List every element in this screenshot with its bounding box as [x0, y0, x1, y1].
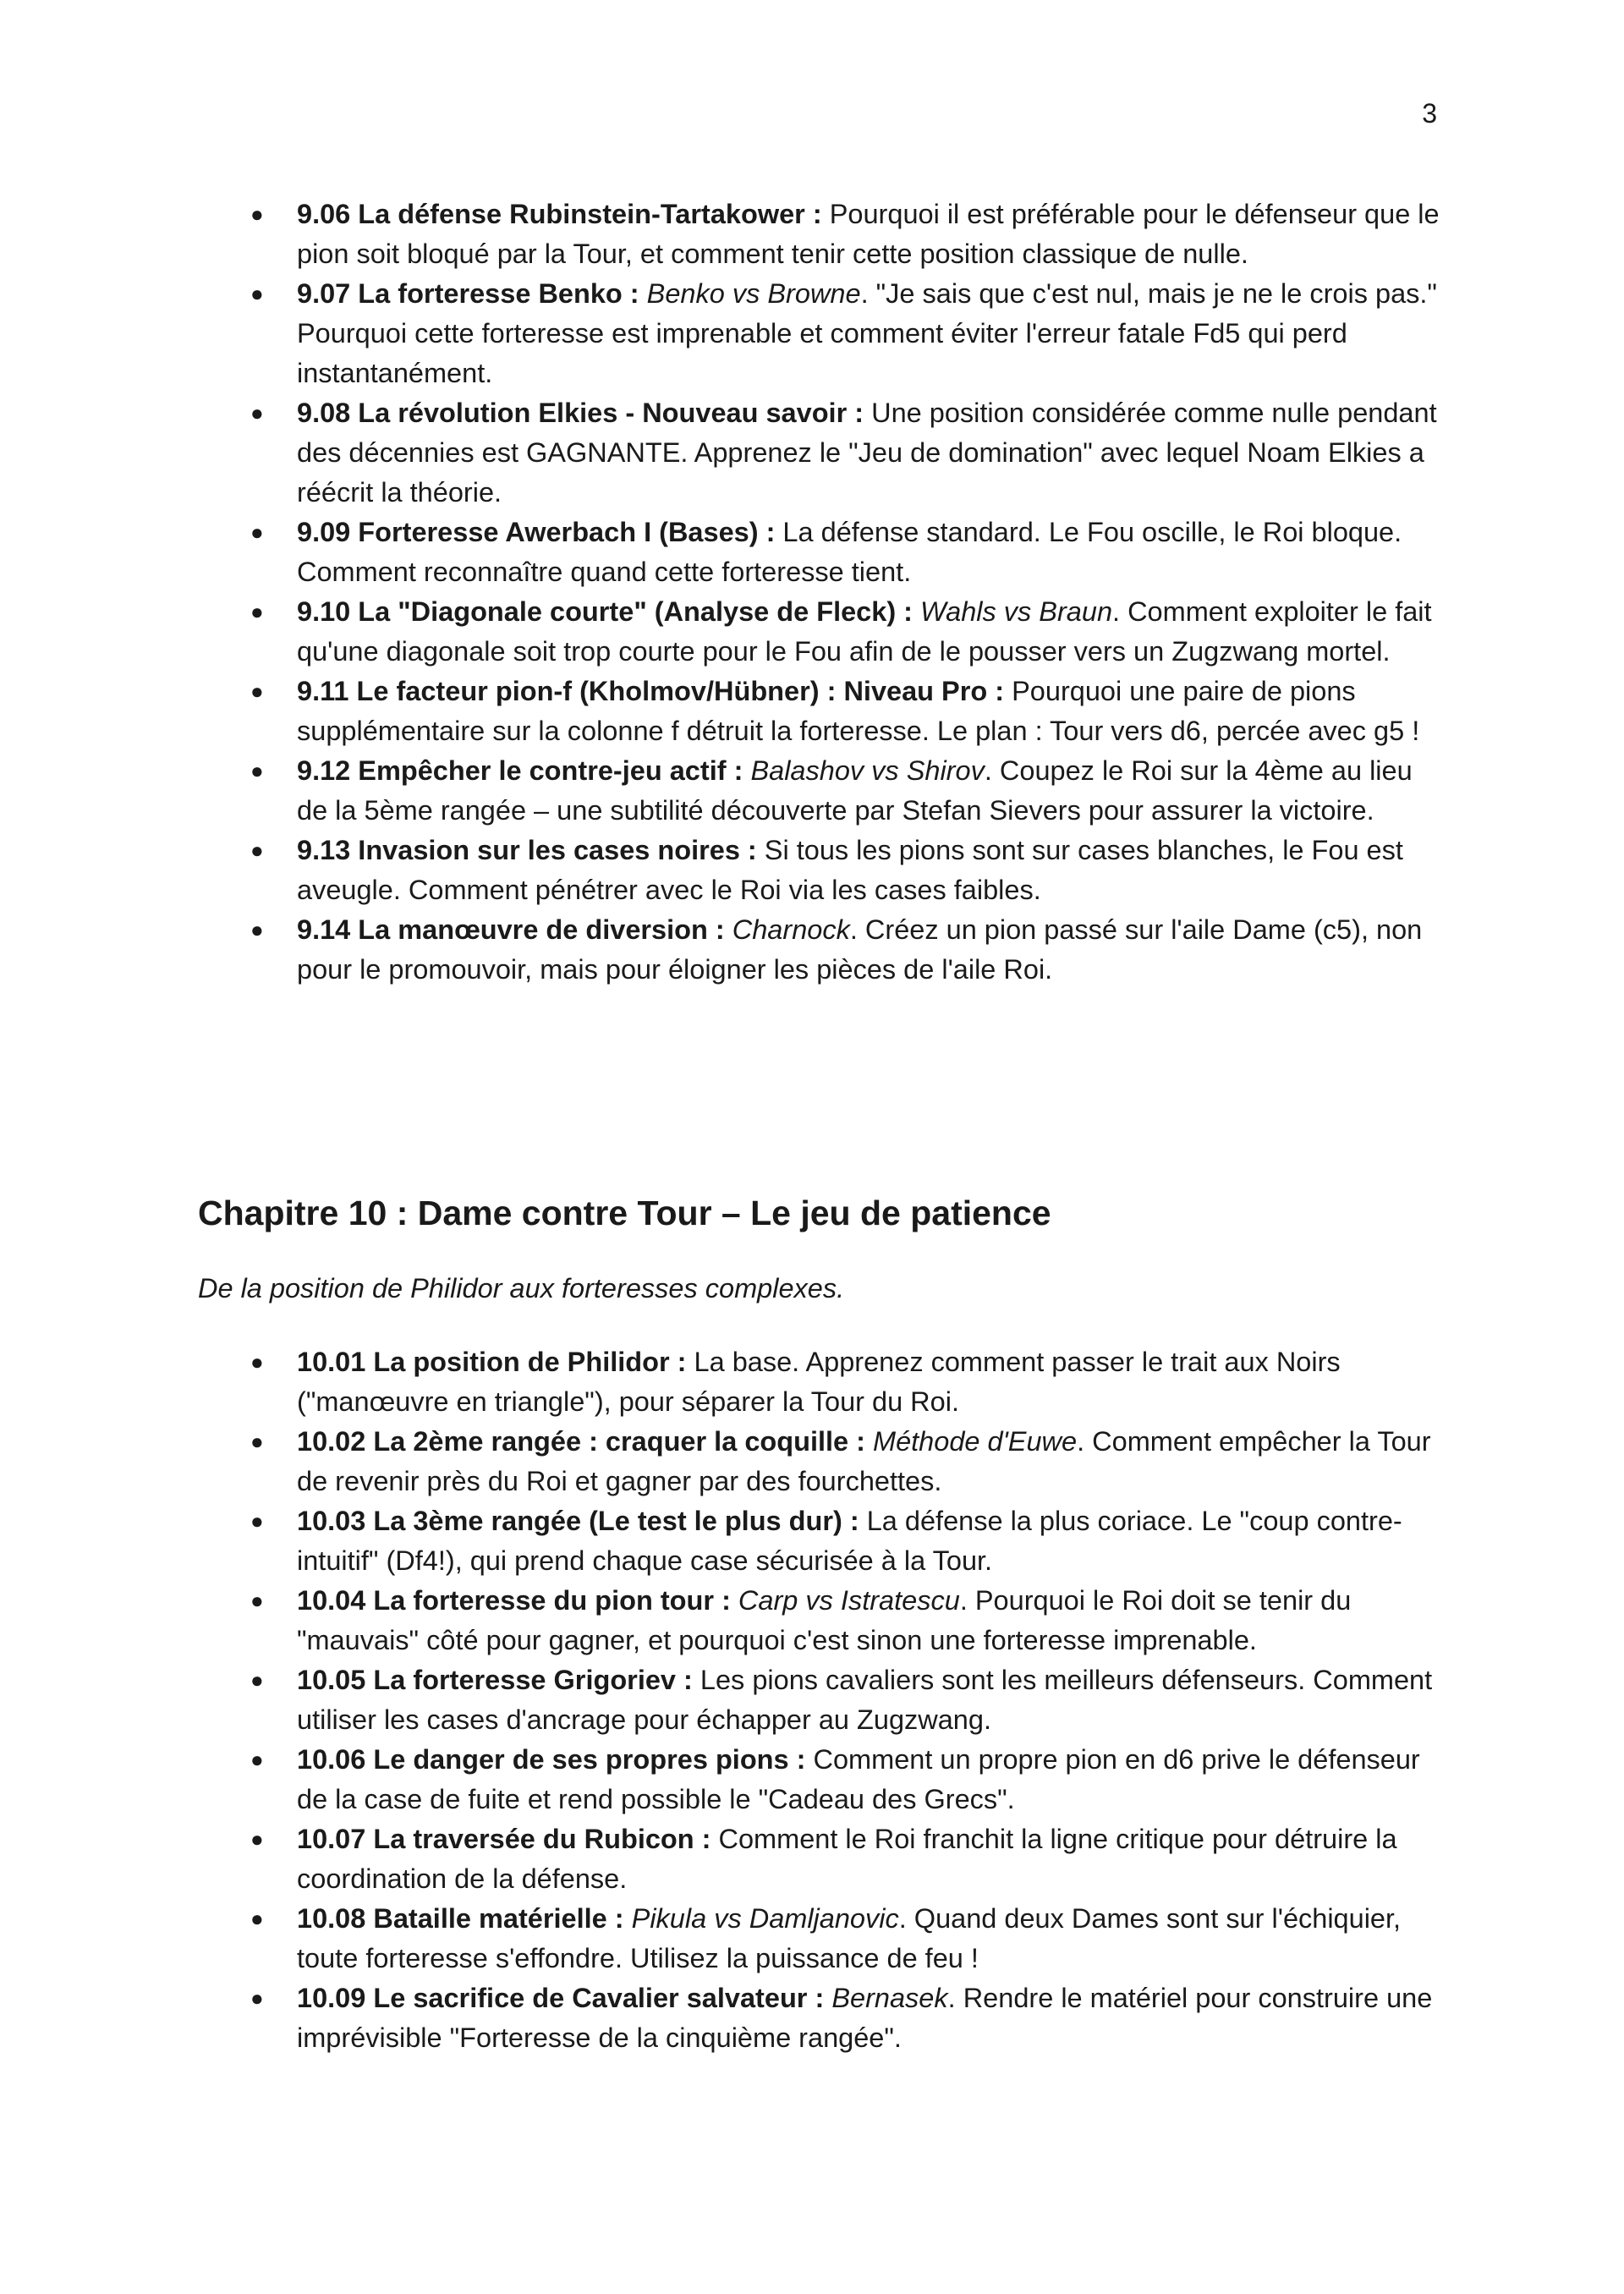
list-item [250, 1422, 1440, 1501]
item-title: 10.09 Le sacrifice de Cavalier salvateur : [297, 1983, 825, 2013]
item-text: . Coupez le Roi sur la 4ème au lieu de la 5ème rangée – une subtilité découverte par Stefan Sievers pour assurer la victoire. [297, 755, 1413, 826]
item-reference: Balashov vs Shirov [750, 755, 985, 786]
item-text: La défense standard. Le Fou oscille, le Roi bloque. Comment reconnaître quand cette forteresse tient. [297, 517, 1402, 587]
list-item [250, 1740, 1440, 1819]
bullet-icon: ● [250, 1429, 264, 1454]
bullet-icon: ● [250, 599, 264, 624]
bullet-icon: ● [250, 1588, 264, 1613]
item-text: Pourquoi une paire de pions supplémentaire sur la colonne f détruit la forteresse. Le plan : Tour vers d6, percée avec g5 ! [297, 676, 1420, 746]
item-text: La base. Apprenez comment passer le trait aux Noirs ("manœuvre en triangle"), pour séparer la Tour du Roi. [297, 1347, 1341, 1417]
item-title: 9.13 Invasion sur les cases noires : [297, 835, 757, 865]
bullet-icon: ● [250, 1906, 264, 1931]
item-reference: Wahls vs Braun [920, 596, 1113, 627]
list-item [250, 195, 1440, 274]
bullet-icon: ● [250, 1667, 264, 1693]
item-reference: Pikula vs Damljanovic [631, 1903, 899, 1934]
list-item [250, 1581, 1440, 1660]
list-item [250, 751, 1440, 831]
item-reference: Charnock [732, 914, 850, 945]
item-title: 10.04 La forteresse du pion tour : [297, 1585, 731, 1616]
item-text: Pourquoi il est préférable pour le défenseur que le pion soit bloqué par la Tour, et comment tenir cette position classique de nulle. [297, 199, 1440, 269]
item-text: . Rendre le matériel pour construire une imprévisible "Forteresse de la cinquième rangée". [297, 1983, 1433, 2053]
item-title: 9.10 La "Diagonale courte" (Analyse de Fleck) : [297, 596, 913, 627]
section-10-list [250, 1342, 1440, 2058]
list-item [250, 1978, 1440, 2058]
item-reference: Carp vs Istratescu [738, 1585, 960, 1616]
item-text: Comment un propre pion en d6 prive le défenseur de la case de fuite et rend possible le "Cadeau des Grecs". [297, 1744, 1420, 1814]
item-text: La défense la plus coriace. Le "coup contre-intuitif" (Df4!), qui prend chaque case sécurisée à la Tour. [297, 1506, 1402, 1576]
item-text: Si tous les pions sont sur cases blanches, le Fou est aveugle. Comment pénétrer avec le Roi via les cases faibles. [297, 835, 1403, 905]
list-item [250, 1501, 1440, 1581]
list-item [250, 1660, 1440, 1740]
bullet-icon: ● [250, 201, 264, 227]
section-9-list [250, 195, 1440, 990]
item-text: . Quand deux Dames sont sur l'échiquier, toute forteresse s'effondre. Utilisez la puissance de feu ! [297, 1903, 1402, 1973]
list-item [250, 831, 1440, 910]
item-title: 9.14 La manœuvre de diversion : [297, 914, 725, 945]
list-item [250, 910, 1440, 990]
item-title: 10.08 Bataille matérielle : [297, 1903, 624, 1934]
item-title: 9.07 La forteresse Benko : [297, 278, 639, 309]
item-text: . "Je sais que c'est nul, mais je ne le crois pas." Pourquoi cette forteresse est imprenable et comment éviter l'erreur fatale Fd5 qui perd instantanément. [297, 278, 1437, 388]
item-title: 9.09 Forteresse Awerbach I (Bases) : [297, 517, 776, 547]
item-title: 10.03 La 3ème rangée (Le test le plus dur) : [297, 1506, 859, 1536]
item-title: 9.12 Empêcher le contre-jeu actif : [297, 755, 743, 786]
item-reference: Méthode d'Euwe [873, 1426, 1078, 1457]
chapter-subtitle: De la position de Philidor aux forteresses complexes. [198, 1273, 845, 1303]
item-title: 10.06 Le danger de ses propres pions : [297, 1744, 806, 1775]
item-text: . Comment exploiter le fait qu'une diagonale soit trop courte pour le Fou afin de le pousser vers un Zugzwang mortel. [297, 596, 1432, 667]
item-title: 9.08 La révolution Elkies - Nouveau savoir : [297, 398, 864, 428]
list-item [250, 393, 1440, 513]
list-item [250, 274, 1440, 393]
bullet-icon: ● [250, 837, 264, 863]
list-item [250, 1819, 1440, 1899]
item-title: 10.07 La traversée du Rubicon : [297, 1824, 711, 1854]
item-reference: Benko vs Browne [646, 278, 861, 309]
item-text: . Comment empêcher la Tour de revenir près du Roi et gagner par des fourchettes. [297, 1426, 1431, 1496]
bullet-icon: ● [250, 1826, 264, 1852]
item-title: 10.05 La forteresse Grigoriev : [297, 1665, 693, 1695]
chapter-title: Chapitre 10 : Dame contre Tour – Le jeu de patience [198, 1194, 1051, 1232]
item-title: 10.02 La 2ème rangée : craquer la coquille : [297, 1426, 865, 1457]
bullet-icon: ● [250, 400, 264, 425]
list-item [250, 513, 1440, 592]
list-item [250, 672, 1440, 751]
bullet-icon: ● [250, 1349, 264, 1375]
list-item [250, 1899, 1440, 1978]
item-text: . Créez un pion passé sur l'aile Dame (c5), non pour le promouvoir, mais pour éloigner les pièces de l'aile Roi. [297, 914, 1423, 985]
bullet-icon: ● [250, 758, 264, 783]
list-item [250, 1342, 1440, 1422]
bullet-icon: ● [250, 1747, 264, 1772]
bullet-icon: ● [250, 678, 264, 704]
page-number: 3 [1422, 98, 1437, 129]
item-title: 10.01 La position de Philidor : [297, 1347, 687, 1377]
item-reference: Bernasek [831, 1983, 948, 2013]
item-text: Comment le Roi franchit la ligne critique pour détruire la coordination de la défense. [297, 1824, 1397, 1894]
item-title: 9.06 La défense Rubinstein-Tartakower : [297, 199, 822, 229]
bullet-icon: ● [250, 917, 264, 942]
item-text: Une position considérée comme nulle pendant des décennies est GAGNANTE. Apprenez le "Jeu de domination" avec lequel Noam Elkies a réécrit la théorie. [297, 398, 1437, 508]
bullet-icon: ● [250, 519, 264, 545]
item-text: Les pions cavaliers sont les meilleurs défenseurs. Comment utiliser les cases d'ancrage pour échapper au Zugzwang. [297, 1665, 1433, 1735]
item-text: . Pourquoi le Roi doit se tenir du "mauvais" côté pour gagner, et pourquoi c'est sinon une forteresse imprenable. [297, 1585, 1352, 1655]
list-item [250, 592, 1440, 672]
item-title: 9.11 Le facteur pion-f (Kholmov/Hübner) : Niveau Pro : [297, 676, 1005, 706]
bullet-icon: ● [250, 1985, 264, 2011]
bullet-icon: ● [250, 281, 264, 306]
bullet-icon: ● [250, 1508, 264, 1534]
